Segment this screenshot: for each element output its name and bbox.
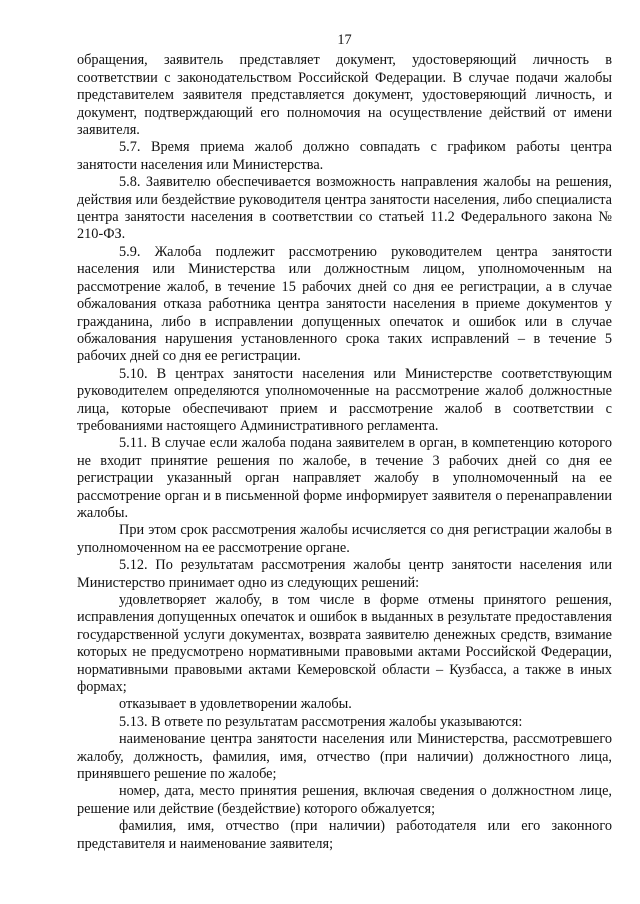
paragraph-answer-number: номер, дата, место принятия решения, включая сведения о должностном лице, решение или действие (бездействие) которого обжалуется;	[77, 783, 612, 817]
paragraph-term-note: При этом срок рассмотрения жалобы исчисляется со дня регистрации жалобы в уполномоченном на ее рассмотрение органе.	[77, 522, 612, 556]
paragraph-decision-refuse: отказывает в удовлетворении жалобы.	[119, 696, 352, 713]
paragraph-5-11: 5.11. В случае если жалоба подана заявителем в орган, в компетенцию которого не входит принятие решения по жалобе, в течение 3 рабочих дней со дня ее регистрации указанный орган направляет жалобу в уполномоченный на ее рассмотрение орган и в письменной форме информирует заявителя о перенаправлении жалобы.	[77, 435, 612, 521]
paragraph-5-7: 5.7. Время приема жалоб должно совпадать с графиком работы центра занятости населения или Министерства.	[77, 139, 612, 173]
paragraph-5-12: 5.12. По результатам рассмотрения жалобы центр занятости населения или Министерство принимает одно из следующих решений:	[77, 557, 612, 591]
paragraph-continuation: обращения, заявитель представляет документ, удостоверяющий личность в соответствии с законодательством Российской Федерации. В случае подачи жалобы представителем заявителя представляется документ, удостоверяющий личность, и документ, подтверждающий его полномочия на осуществление действий от имени заявителя.	[77, 52, 612, 139]
paragraph-answer-applicant: фамилия, имя, отчество (при наличии) работодателя или его законного представителя и наименование заявителя;	[77, 818, 612, 852]
paragraph-answer-name: наименование центра занятости населения или Министерства, рассмотревшего жалобу, должность, фамилия, имя, отчество (при наличии) должностного лица, принявшего решение по жалобе;	[77, 731, 612, 783]
paragraph-5-13: 5.13. В ответе по результатам рассмотрения жалобы указываются:	[119, 713, 523, 730]
paragraph-5-8: 5.8. Заявителю обеспечивается возможность направления жалобы на решения, действия или бездействие руководителя центра занятости населения, либо специалиста центра занятости населения в соответствии со статьей 11.2 Федерального закона № 210-ФЗ.	[77, 174, 612, 243]
paragraph-5-9: 5.9. Жалоба подлежит рассмотрению руководителем центра занятости населения или Министерства или должностным лицом, уполномоченным на рассмотрение жалоб, в течение 15 рабочих дней со дня ее регистрации, а в случае обжалования отказа работника центра занятости населения в приеме документов у гражданина, либо в исправлении допущенных опечаток и ошибок или в случае обжалования нарушения установленного срока таких исправлений – в течение 5 рабочих дней со дня ее регистрации.	[77, 243, 612, 365]
document-page	[77, 32, 612, 853]
page-number: 17	[337, 32, 352, 48]
paragraph-5-10: 5.10. В центрах занятости населения или Министерстве соответствующим руководителем определяются уполномоченные на рассмотрение жалоб должностные лица, которые обеспечивают прием и рассмотрение жалоб в соответствии с требованиями настоящего Административного регламента.	[77, 365, 612, 434]
paragraph-decision-satisfy: удовлетворяет жалобу, в том числе в форме отмены принятого решения, исправления допущенных опечаток и ошибок в выданных в результате предоставления государственной услуги документах, возврата заявителю денежных средств, взимание которых не предусмотрено нормативными правовыми актами Российской Федерации, нормативными правовыми актами Кемеровской области – Кузбасса, а также в иных формах;	[77, 592, 612, 696]
